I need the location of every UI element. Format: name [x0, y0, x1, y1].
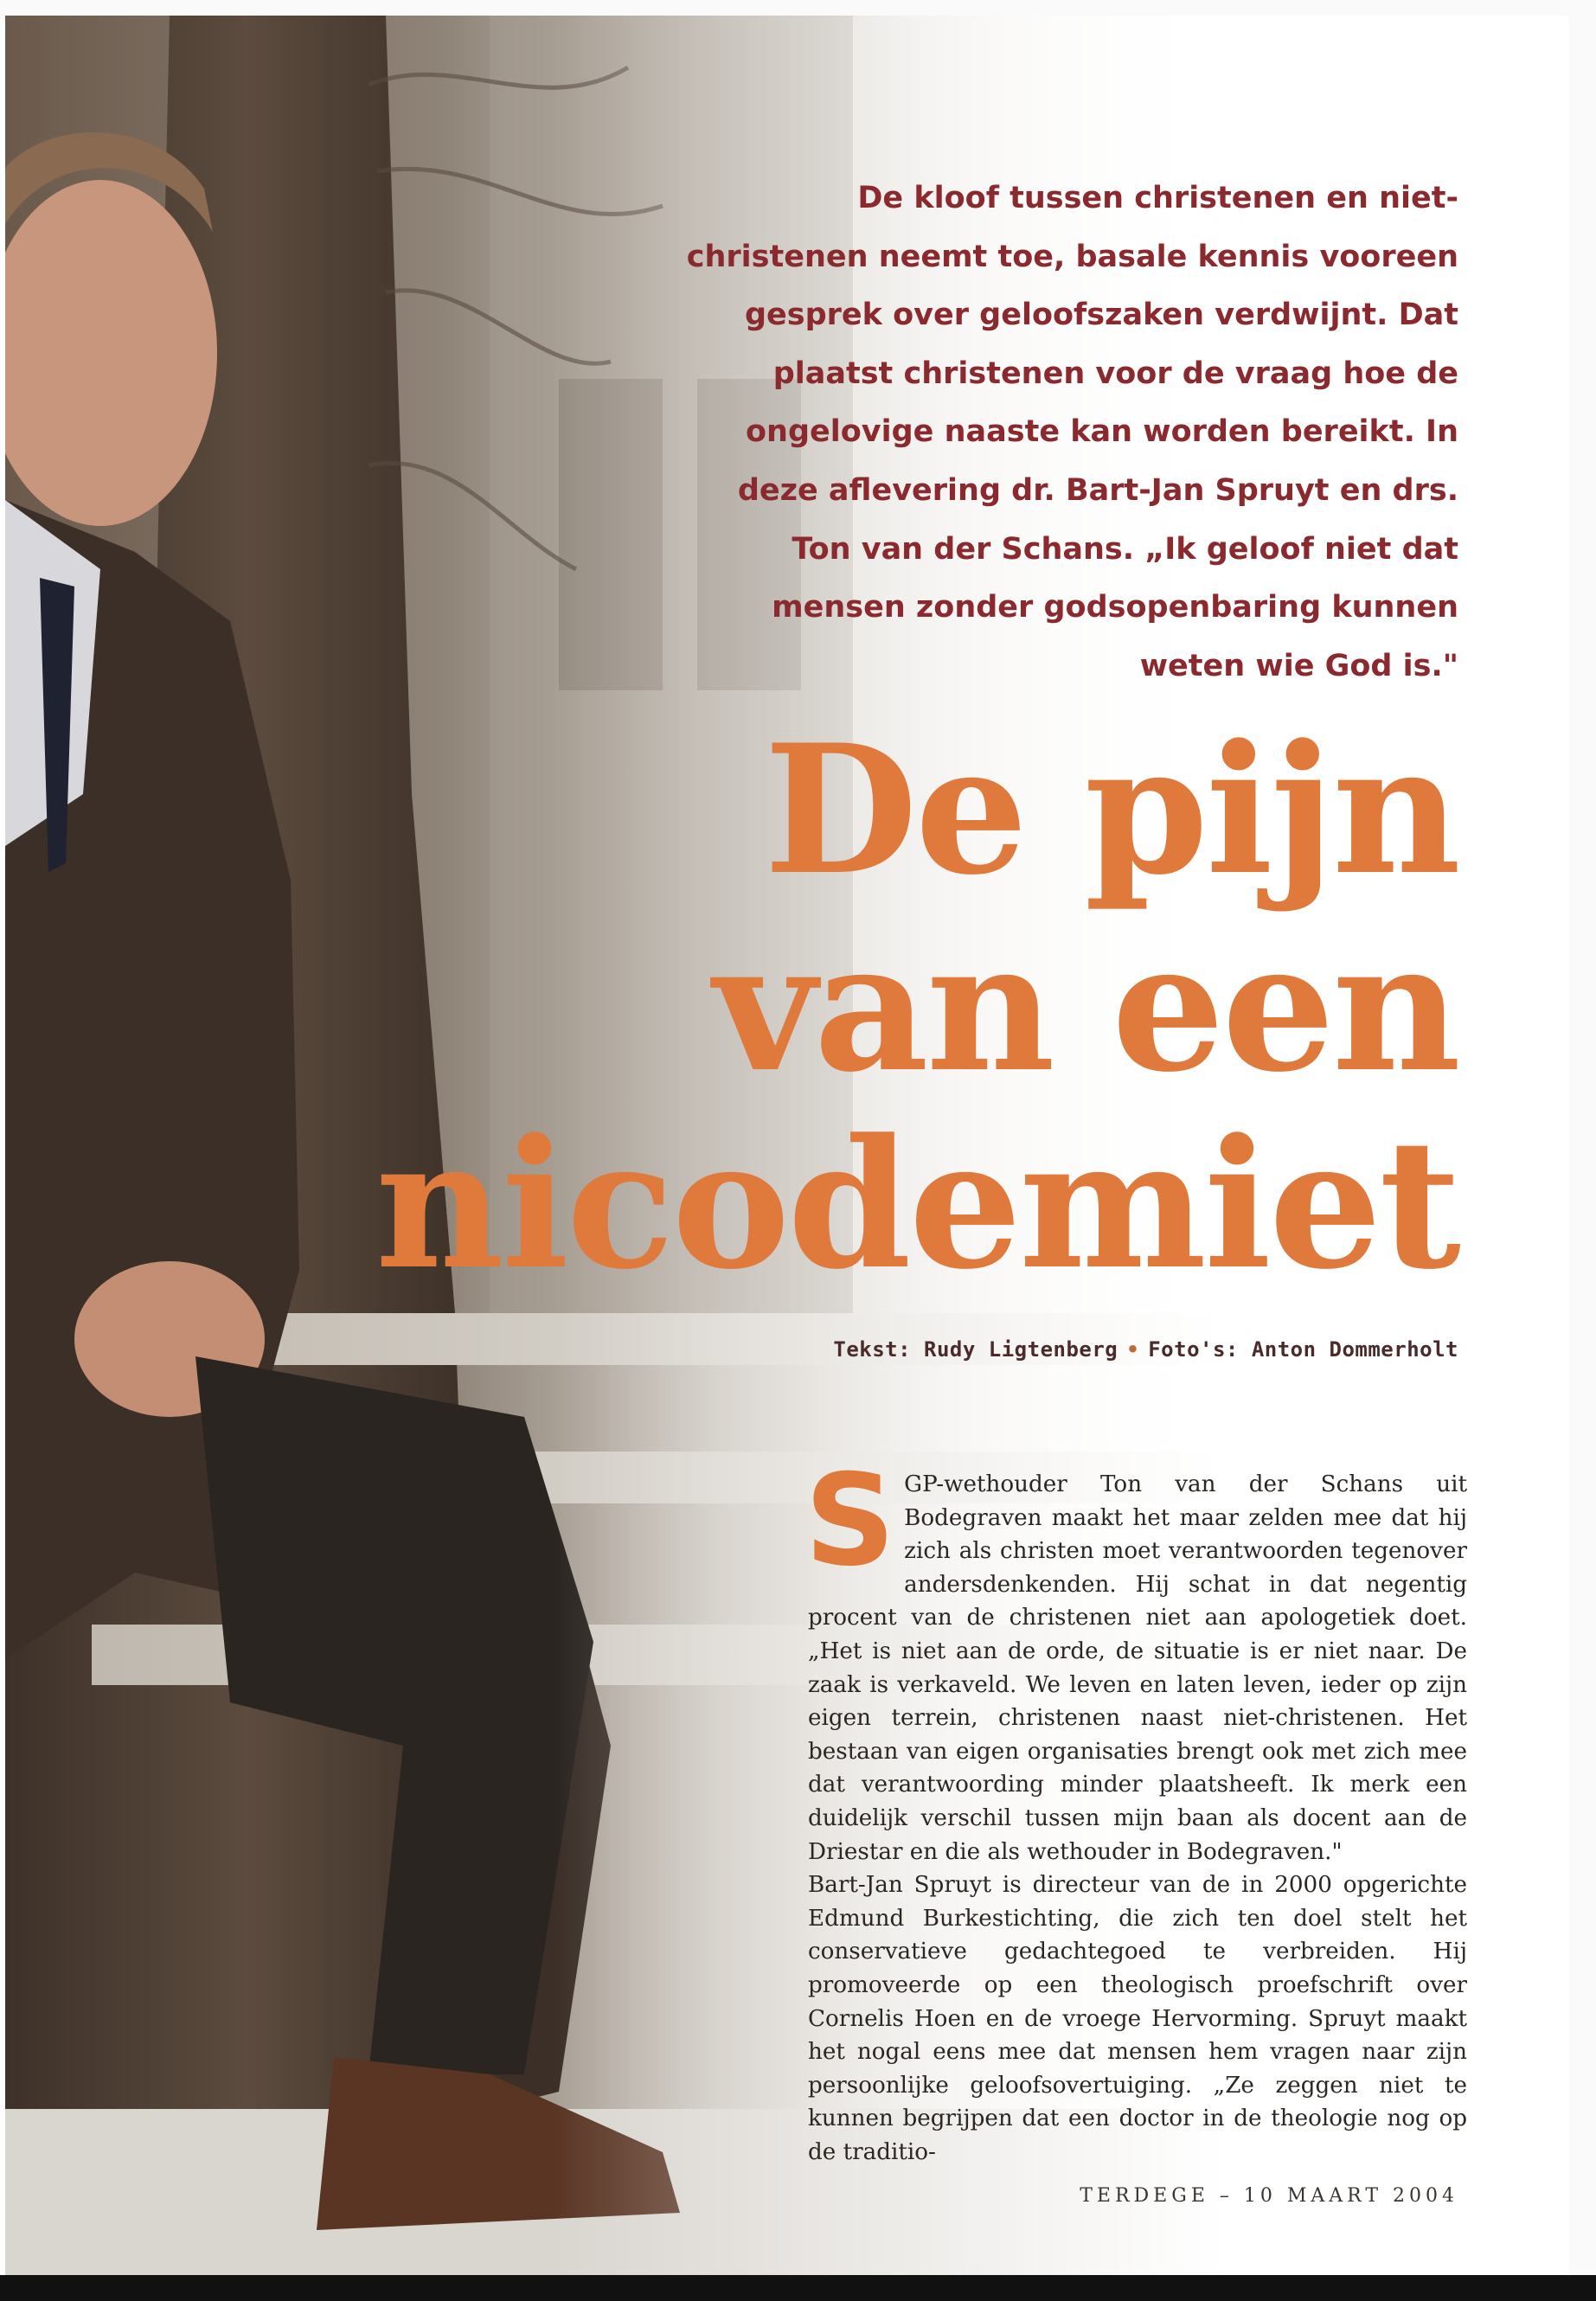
scan-margin-top: [0, 0, 1596, 16]
byline: [593, 1337, 1458, 1362]
magazine-page: [5, 16, 1569, 2275]
headline-line-3: nicodemiet: [375, 1101, 1458, 1309]
headline-line-2: van een: [713, 904, 1458, 1112]
headline-line-1: De pijn: [763, 707, 1458, 914]
text-credit: Tekst: Rudy Ligtenberg: [833, 1337, 1118, 1362]
article-paragraph: GP-wethouder Ton van der Schans uit Bodegraven maakt het maar zelden mee dat hij zich als christen moet verantwoorden tegenover andersdenkenden. Hij schat in dat negentig procent van de christenen niet aan apologetiek doet. „Het is niet aan de orde, de situatie is er niet naar. De zaak is verkaveld. We leven en laten leven, ieder op zijn eigen terrein, christenen naast niet-christenen. Het bestaan van eigen organisaties brengt ook met zich mee dat verantwoording minder plaatsheeft. Ik merk een duidelijk verschil tussen mijn baan als docent aan de Driestar en die als wethouder in Bodegraven.": [808, 1471, 1467, 1865]
photo-credit: Foto's: Anton Dommerholt: [1148, 1337, 1458, 1362]
article-body: [804, 1447, 1467, 2169]
article-paragraph: Bart-Jan Spruyt is directeur van de in 2000 opgerichte Edmund Burkestichting, die zich ten doel stelt het conservatieve gedachtegoed te verbreiden. Hij promoveerde op een theologisch proefschrift over Cornelis Hoen en de vroege Hervorming. Spruyt maakt het nogal eens mee dat mensen hem vragen naar zijn persoonlijke geloofsovertuiging. „Ze zeggen niet te kunnen begrijpen dat een doctor in de theologie nog op de traditio-: [808, 1872, 1467, 2165]
byline-separator: •: [1126, 1337, 1140, 1362]
page-footer: TERDEGE – 10 MAART 2004: [1080, 2185, 1458, 2207]
scan-margin-right: [1569, 16, 1596, 2275]
headline: [161, 707, 1458, 1309]
intro-paragraph: De kloof tussen christenen en niet-christenen neemt toe, basale kennis vooreen gesprek over geloofszaken verdwijnt. Dat plaatst christenen voor de vraag hoe de ongelovige naaste kan worden bereikt. In deze aflevering dr. Bart-Jan Spruyt en drs. Ton van der Schans. „Ik geloof niet dat mensen zonder godsopenbaring kunnen weten wie God is.": [686, 181, 1458, 683]
scan-border-bottom: [0, 2275, 1596, 2301]
drop-cap: S: [804, 1447, 896, 1594]
